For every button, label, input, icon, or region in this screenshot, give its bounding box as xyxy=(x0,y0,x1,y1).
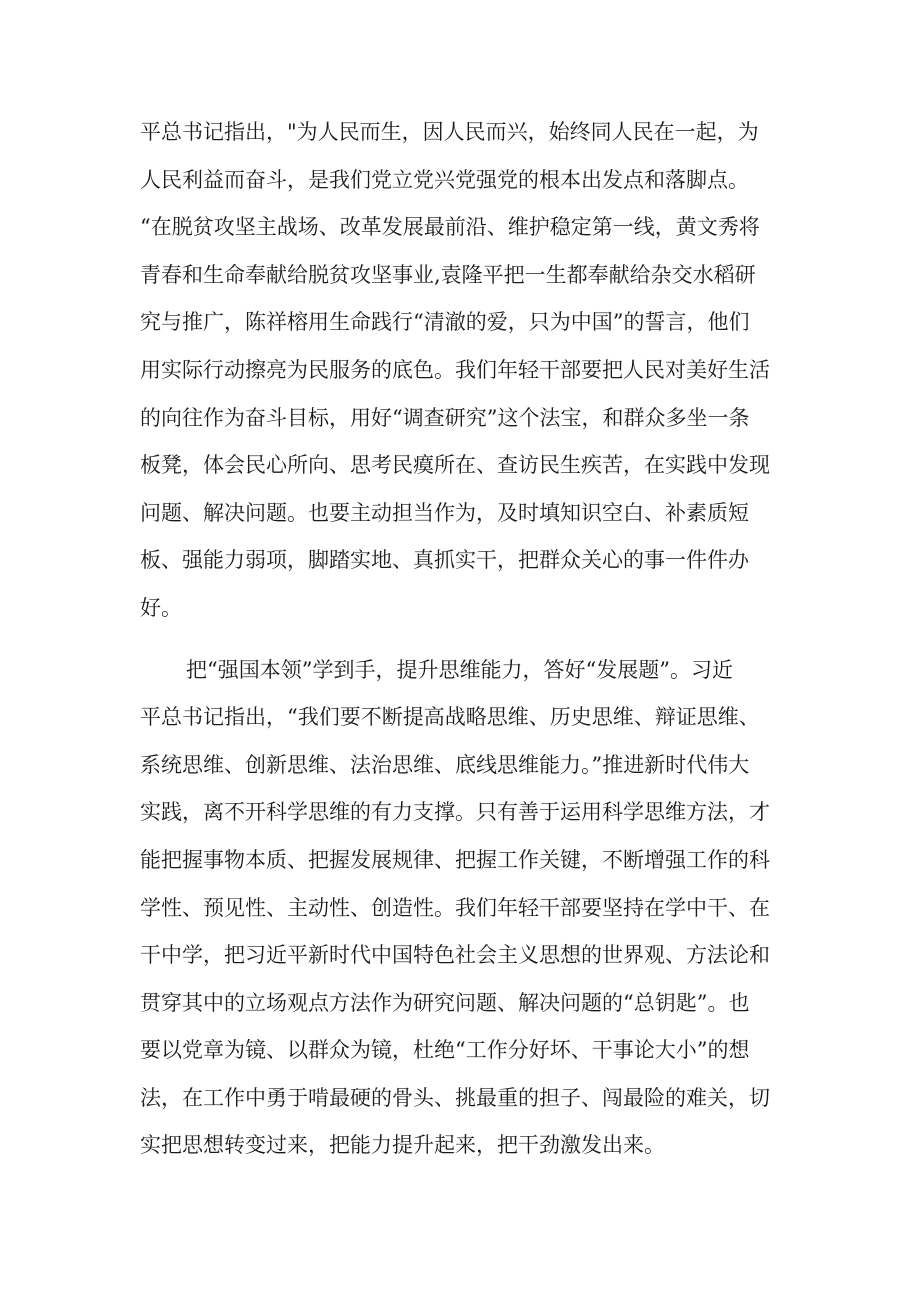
paragraph-2-line: 实把思想转变过来，把能力提升起来，把干劲激发出来。 xyxy=(140,1133,665,1158)
paragraph-1 xyxy=(140,109,800,633)
paragraph-2-line: 平总书记指出，“我们要不断提高战略思维、历史思维、辩证思维、 xyxy=(140,705,760,730)
paragraph-1-line: 问题、解决问题。也要主动担当作为，及时填知识空白、补素质短 xyxy=(140,500,749,525)
paragraph-1-line: 平总书记指出，"为人民而生，因人民而兴，始终同人民在一起，为 xyxy=(140,120,759,144)
paragraph-1-line: “在脱贫攻坚主战场、改革发展最前沿、维护稳定第一线，黄文秀将 xyxy=(140,215,760,240)
paragraph-2-line: 干中学，把习近平新时代中国特色社会主义思想的世界观、方法论和 xyxy=(140,943,770,968)
document-body xyxy=(140,109,800,1170)
paragraph-1-line: 究与推广，陈祥榕用生命践行“清澈的爱，只为中国”的誓言，他们 xyxy=(140,310,750,335)
paragraph-1-line: 人民利益而奋斗，是我们党立党兴党强党的根本出发点和落脚点。 xyxy=(140,167,749,192)
paragraph-2-line: 实践，离不开科学思维的有力支撑。只有善于运用科学思维方法，才 xyxy=(140,800,770,825)
paragraph-1-line: 青春和生命奉献给脱贫攻坚事业,袁隆平把一生都奉献给杂交水稻研 xyxy=(140,262,756,287)
paragraph-2-line: 学性、预见性、主动性、创造性。我们年轻干部要坚持在学中干、在 xyxy=(140,895,770,920)
paragraph-2 xyxy=(140,647,800,1171)
paragraph-2-line: 要以党章为镜、以群众为镜，杜绝“工作分好坏、干事论大小”的想 xyxy=(140,1038,750,1063)
paragraph-2-line: 系统思维、创新思维、法治思维、底线思维能力。”推进新时代伟大 xyxy=(140,752,750,777)
paragraph-gap xyxy=(140,633,800,647)
paragraph-1-line: 的向往作为奋斗目标，用好“调查研究”这个法宝，和群众多坐一条 xyxy=(140,405,750,430)
paragraph-1-line: 用实际行动擦亮为民服务的底色。我们年轻干部要把人民对美好生活 xyxy=(140,357,770,382)
paragraph-2-line: 法，在工作中勇于啃最硬的骨头、挑最重的担子、闯最险的难关，切 xyxy=(140,1085,770,1110)
paragraph-1-line: 好。 xyxy=(140,595,182,620)
paragraph-2-line: 贯穿其中的立场观点方法作为研究问题、解决问题的“总钥匙”。也 xyxy=(140,990,750,1015)
paragraph-2-line: 把“强国本领”学到手，提升思维能力，答好“发展题”。习近 xyxy=(186,657,733,682)
paragraph-1-line: 板凳，体会民心所向、思考民瘼所在、查访民生疾苦，在实践中发现 xyxy=(140,453,770,478)
paragraph-2-line: 能把握事物本质、把握发展规律、把握工作关键，不断增强工作的科 xyxy=(140,847,770,872)
paragraph-1-line: 板、强能力弱项，脚踏实地、真抓实干，把群众关心的事一件件办 xyxy=(140,548,749,573)
